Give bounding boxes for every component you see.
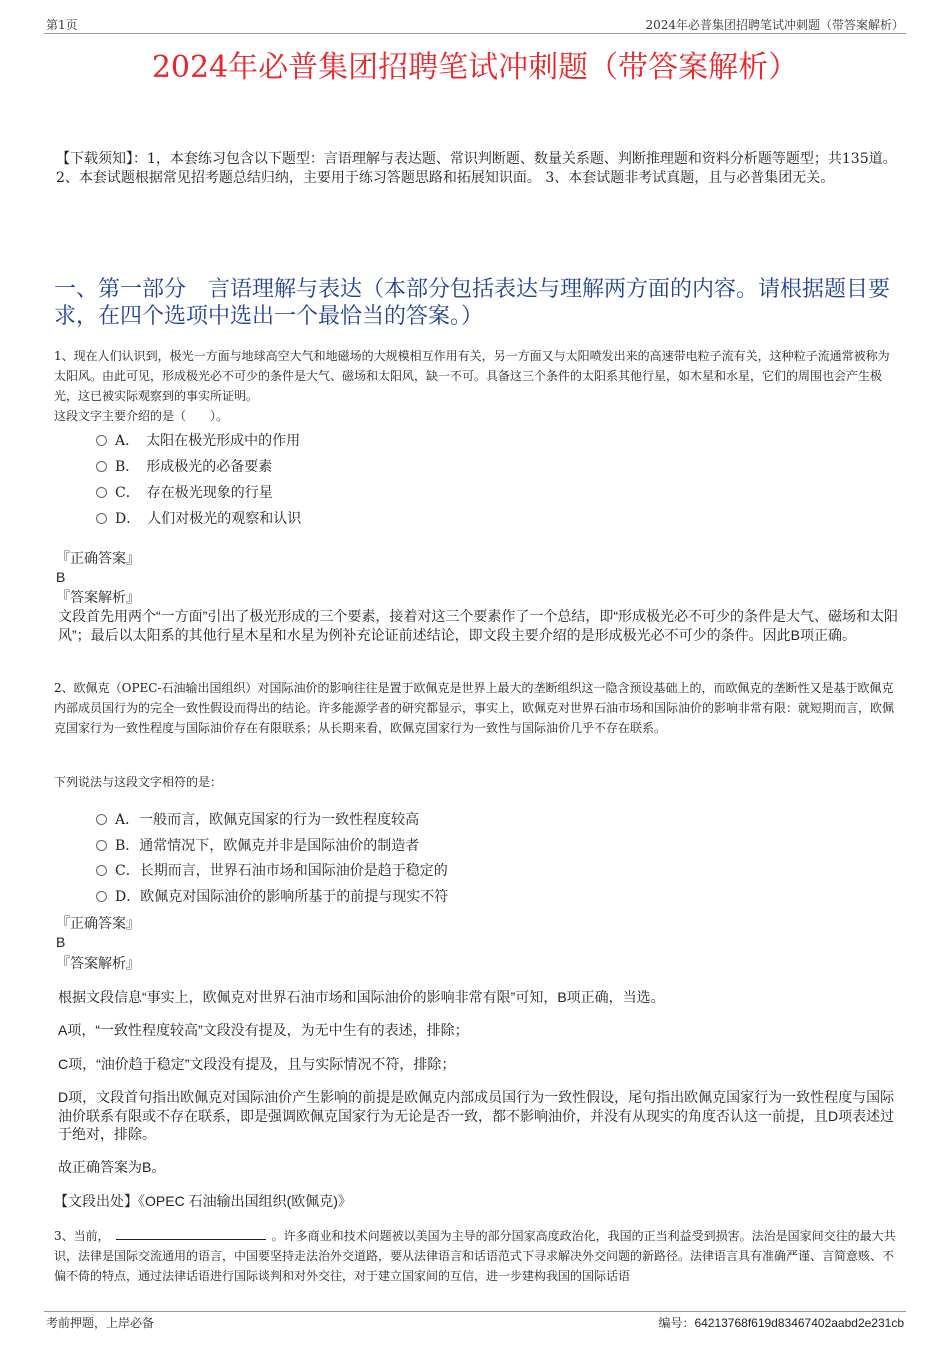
q2-source: 【文段出处】《OPEC 石油输出国组织(欧佩克)》 xyxy=(54,1193,352,1209)
fill-blank[interactable] xyxy=(116,1227,266,1240)
document-id: 编号：64213768f619d83467402aabd2e231cb xyxy=(658,1316,904,1330)
q3-body: 。许多商业和技术问题被以美国为主导的部分国家高度政治化，我国的正当利益受到损害。法治是国家间交往的最大共识，法律是国际交流通用的语言，中国要坚持走法治外交道路，要从法律语言和话语范式下寻求解决外交问题的新路径。法律语言具有准确严谨、言简意赅、不偏不倚的特点，通过法律话语进行国际谈判和对外交往，对于建立国家间的互信，进一步建构我国的国际话语 xyxy=(54,1229,896,1283)
radio-icon[interactable] xyxy=(96,814,107,825)
radio-icon[interactable] xyxy=(96,865,107,876)
q2-option-c[interactable] xyxy=(96,860,448,880)
radio-icon[interactable] xyxy=(96,461,107,472)
document-title: 2024年必普集团招聘笔试冲刺题（带答案解析） xyxy=(151,50,799,85)
radio-icon[interactable] xyxy=(96,840,107,851)
q1-analysis-label: 『答案解析』 xyxy=(56,589,140,605)
footer-divider xyxy=(44,1311,906,1312)
q1-analysis: 文段首先用两个“一方面”引出了极光形成的三个要素，接着对这三个要素作了一个总结，即“形成极光必不可少的条件是大气、磁场和太阳风”；最后以太阳系的其他行星木星和水星为例补充论证前述结论，即文段主要介绍的是形成极光必不可少的条件。因此B项正确。 xyxy=(58,608,898,643)
q1-option-d[interactable] xyxy=(96,508,301,528)
q1-option-c[interactable] xyxy=(96,482,273,502)
option-label: B．通常情况下，欧佩克并非是国际油价的制造者 xyxy=(115,838,420,854)
header-doc-title: 2024年必普集团招聘笔试冲刺题（带答案解析） xyxy=(645,18,904,32)
q2-analysis-para: C项，“油价趋于稳定”文段没有提及，且与实际情况不符，排除； xyxy=(58,1056,456,1072)
q2-text: 2、欧佩克（OPEC-石油输出国组织）对国际油价的影响往往是置于欧佩克是世界上最大的垄断组织这一隐含预设基础上的，而欧佩克的垄断性又是基于欧佩克内部成员国行为的完全一致性假设而得出的结论。许多能源学者的研究都显示，事实上，欧佩克对世界石油市场和国际油价的影响非常有限：就短期而言，欧佩克国家行为一致性程度与国际油价存在有限联系；从长期来看，欧佩克国家行为一致性与国际油价几乎不存在联系。 xyxy=(54,681,895,735)
radio-icon[interactable] xyxy=(96,513,107,524)
q3-prefix: 3、当前， xyxy=(54,1229,110,1243)
q2-analysis-para: 故正确答案为B。 xyxy=(58,1159,166,1175)
q2-option-b[interactable] xyxy=(96,835,419,855)
q1-answer-label: 『正确答案』 xyxy=(56,550,140,566)
q2-option-a[interactable] xyxy=(96,809,419,829)
option-label: A．一般而言，欧佩克国家的行为一致性程度较高 xyxy=(115,812,420,828)
download-notice: 【下载须知】：1，本套练习包含以下题型：言语理解与表达题、常识判断题、数量关系题、判断推理题和资料分析题等题型；共135道。 2、本套试题根据常见招考题总结归纳，主要用于练习答题思路和拓展知识面。 3、本套试题非考试真题，且与必普集团无关。 xyxy=(56,151,897,186)
option-label: D．欧佩克对国际油价的影响所基于的前提与现实不符 xyxy=(115,889,449,905)
radio-icon[interactable] xyxy=(96,891,107,902)
radio-icon[interactable] xyxy=(96,487,107,498)
option-label: C．长期而言，世界石油市场和国际油价是趋于稳定的 xyxy=(115,863,448,879)
option-label: D． 人们对极光的观察和认识 xyxy=(115,511,302,527)
q3-text xyxy=(54,1226,900,1286)
header-divider xyxy=(44,33,906,34)
option-label: B． 形成极光的必备要素 xyxy=(115,459,273,475)
q1-text: 1、现在人们认识到，极光一方面与地球高空大气和地磁场的大规模相互作用有关，另一方面又与太阳喷发出来的高速带电粒子流有关，这种粒子流通常被称为太阳风。由此可见，形成极光必不可少的条件是大气、磁场和太阳风，缺一不可。具备这三个条件的太阳系其他行星，如木星和水星，它们的周围也会产生极光，这已被实际观察到的事实所证明。 xyxy=(54,349,890,403)
q2-prompt: 下列说法与这段文字相符的是： xyxy=(54,775,223,789)
q1-option-b[interactable] xyxy=(96,456,272,476)
footer-slogan: 考前押题，上岸必备 xyxy=(46,1316,155,1330)
option-label: C． 存在极光现象的行星 xyxy=(115,485,273,501)
q1-answer: B xyxy=(56,569,66,585)
q1-prompt: 这段文字主要介绍的是（ ）。 xyxy=(54,409,229,423)
q2-analysis-label: 『答案解析』 xyxy=(56,955,140,971)
radio-icon[interactable] xyxy=(96,435,107,446)
q2-analysis-para: 根据文段信息“事实上，欧佩克对世界石油市场和国际油价的影响非常有限”可知，B项正确，当选。 xyxy=(58,989,665,1005)
q2-answer-label: 『正确答案』 xyxy=(56,915,140,931)
page-number: 第1页 xyxy=(46,18,78,32)
section-heading: 一、第一部分 言语理解与表达（本部分包括表达与理解两方面的内容。请根据题目要求，在四个选项中选出一个最恰当的答案。） xyxy=(54,277,891,329)
q2-analysis-para: D项，文段首句指出欧佩克对国际油价产生影响的前提是欧佩克内部成员国行为一致性假设，尾句指出欧佩克国家行为一致性程度与国际油价联系有限或不存在联系，即是强调欧佩克国家行为无论是否一致，都不影响油价，并没有从现实的角度否认这一前提，且D项表述过于绝对，排除。 xyxy=(58,1089,895,1142)
q2-answer: B xyxy=(56,934,66,950)
q2-analysis-para: A项，“一致性程度较高”文段没有提及，为无中生有的表述，排除； xyxy=(58,1022,469,1038)
option-label: A． 太阳在极光形成中的作用 xyxy=(115,433,301,449)
q2-option-d[interactable] xyxy=(96,886,448,906)
q1-option-a[interactable] xyxy=(96,430,300,450)
